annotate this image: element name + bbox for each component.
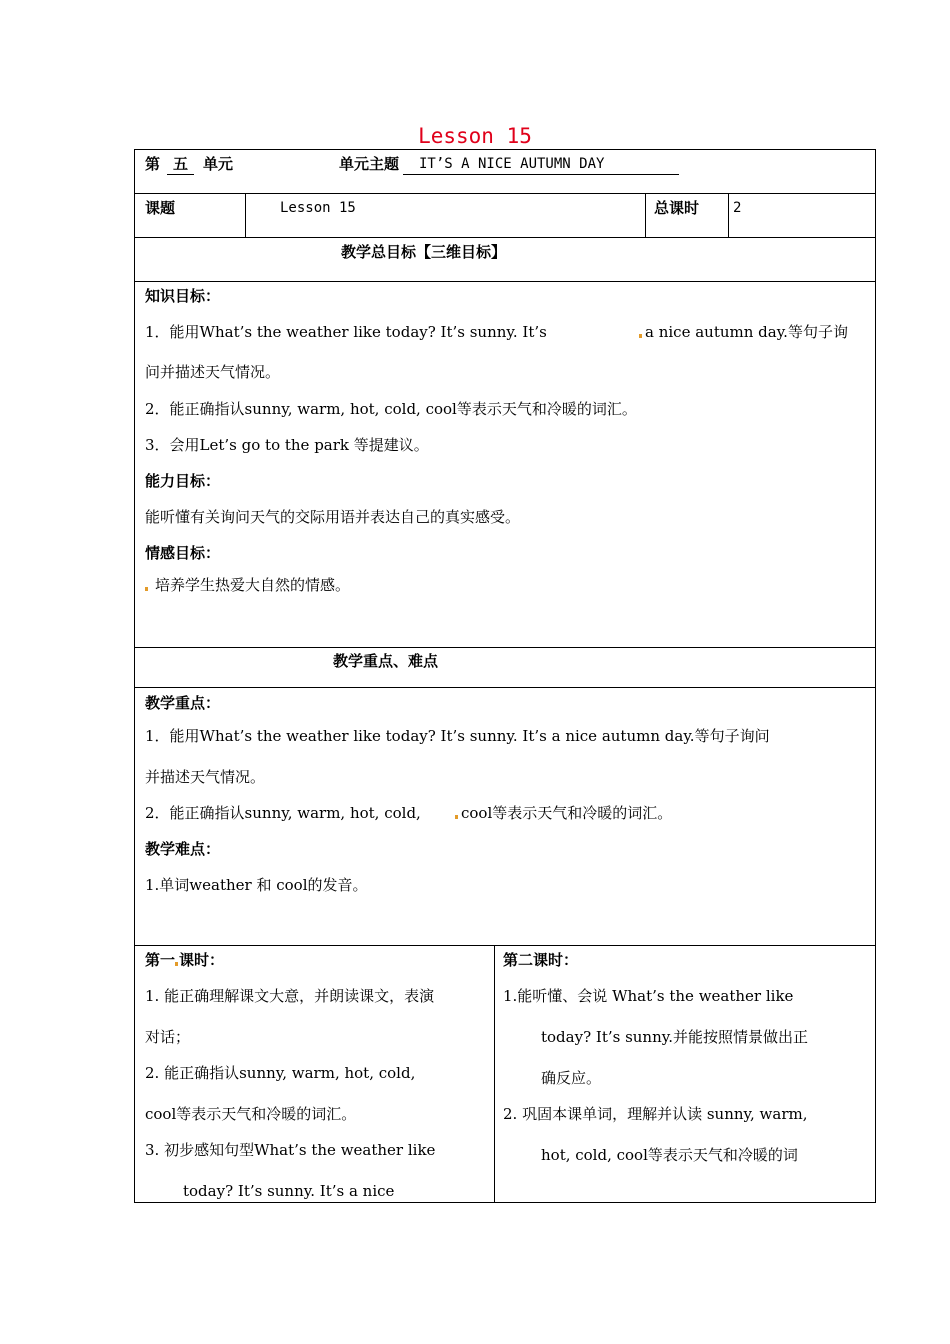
unit-theme-label: 单元主题 [339, 155, 400, 173]
ability-text: 能听懂有关询问天气的交际用语并表达自己的真实感受。 [145, 508, 521, 526]
ability-title: 能力目标： [145, 472, 221, 490]
knowledge-item-3: 3．会用Let’s go to the park 等提建议。 [145, 436, 429, 454]
second-item-1-a: 1.能听懂、会说 What’s the weather like [503, 987, 794, 1005]
first-item-1-b: 对话； [145, 1028, 191, 1046]
knowledge-item-1-b: a nice autumn day.等句子询 [645, 323, 848, 341]
second-item-2-a: 2. 巩固本课单词，理解并认读 sunny, warm, [503, 1105, 808, 1123]
second-item-2-b: hot, cold, cool等表示天气和冷暖的词 [541, 1146, 798, 1164]
second-item-1-c: 确反应。 [541, 1069, 602, 1087]
lesson-value: Lesson 15 [280, 200, 356, 216]
keypoints-header: 教学重点、难点 [333, 652, 439, 670]
emotion-text: 培养学生热爱大自然的情感。 [155, 576, 351, 594]
unit-number: 五 [167, 154, 194, 175]
focus-item-1-a: 1．能用What’s the weather like today? It’s sunny. It’s a nice autumn day.等句子询问 [145, 727, 770, 745]
knowledge-item-2: 2．能正确指认sunny, warm, hot, cold, cool等表示天气和冷暖的词汇。 [145, 400, 637, 418]
edit-mark-icon [145, 587, 148, 591]
focus-item-1-b: 并描述天气情况。 [145, 768, 266, 786]
unit-label-prefix: 第 [145, 155, 161, 173]
knowledge-title: 知识目标： [145, 287, 221, 305]
first-period-title-a: 第一 [145, 951, 176, 969]
unit-label-suffix: 单元 [203, 155, 234, 173]
unit-row [135, 150, 875, 194]
knowledge-item-1-a: 1．能用What’s the weather like today? It’s sunny. It’s [145, 323, 547, 341]
lesson-row [135, 194, 875, 238]
hours-label: 总课时 [654, 199, 700, 217]
second-period-column [495, 946, 875, 1202]
goals-content-row [135, 282, 875, 648]
focus-item-2-a: 2．能正确指认sunny, warm, hot, cold, [145, 804, 421, 822]
keypoints-content-row [135, 688, 875, 946]
second-period-title: 第二课时： [503, 951, 579, 969]
focus-item-2-b: cool等表示天气和冷暖的词汇。 [461, 804, 673, 822]
goals-header-row [135, 238, 875, 282]
lesson-label: 课题 [145, 199, 176, 217]
periods-row [135, 946, 875, 1202]
goals-header: 教学总目标【三维目标】 [341, 243, 507, 261]
first-item-3-a: 3. 初步感知句型What’s the weather like [145, 1141, 436, 1159]
first-period-column [135, 946, 494, 1202]
edit-mark-icon [175, 962, 178, 966]
difficulty-title: 教学难点： [145, 840, 221, 858]
first-period-title-b: 课时： [179, 951, 225, 969]
first-item-2-b: cool等表示天气和冷暖的词汇。 [145, 1105, 357, 1123]
first-item-1-a: 1. 能正确理解课文大意，并朗读课文，表演 [145, 987, 435, 1005]
hours-value: 2 [733, 200, 742, 216]
edit-mark-icon [639, 334, 642, 338]
emotion-title: 情感目标： [145, 544, 221, 562]
second-item-1-b: today? It’s sunny.并能按照情景做出正 [541, 1028, 809, 1046]
first-item-2-a: 2. 能正确指认sunny, warm, hot, cold, [145, 1064, 416, 1082]
first-item-3-b: today? It’s sunny. It’s a nice [183, 1182, 395, 1200]
unit-theme-value: IT’S A NICE AUTUMN DAY [403, 154, 679, 175]
knowledge-item-1-c: 问并描述天气情况。 [145, 363, 281, 381]
page-title: Lesson 15 [418, 124, 532, 148]
focus-title: 教学重点： [145, 694, 221, 712]
lesson-plan-table [134, 149, 876, 1203]
difficulty-item-1: 1.单词weather 和 cool的发音。 [145, 876, 368, 894]
edit-mark-icon [455, 815, 458, 819]
keypoints-header-row [135, 648, 875, 688]
